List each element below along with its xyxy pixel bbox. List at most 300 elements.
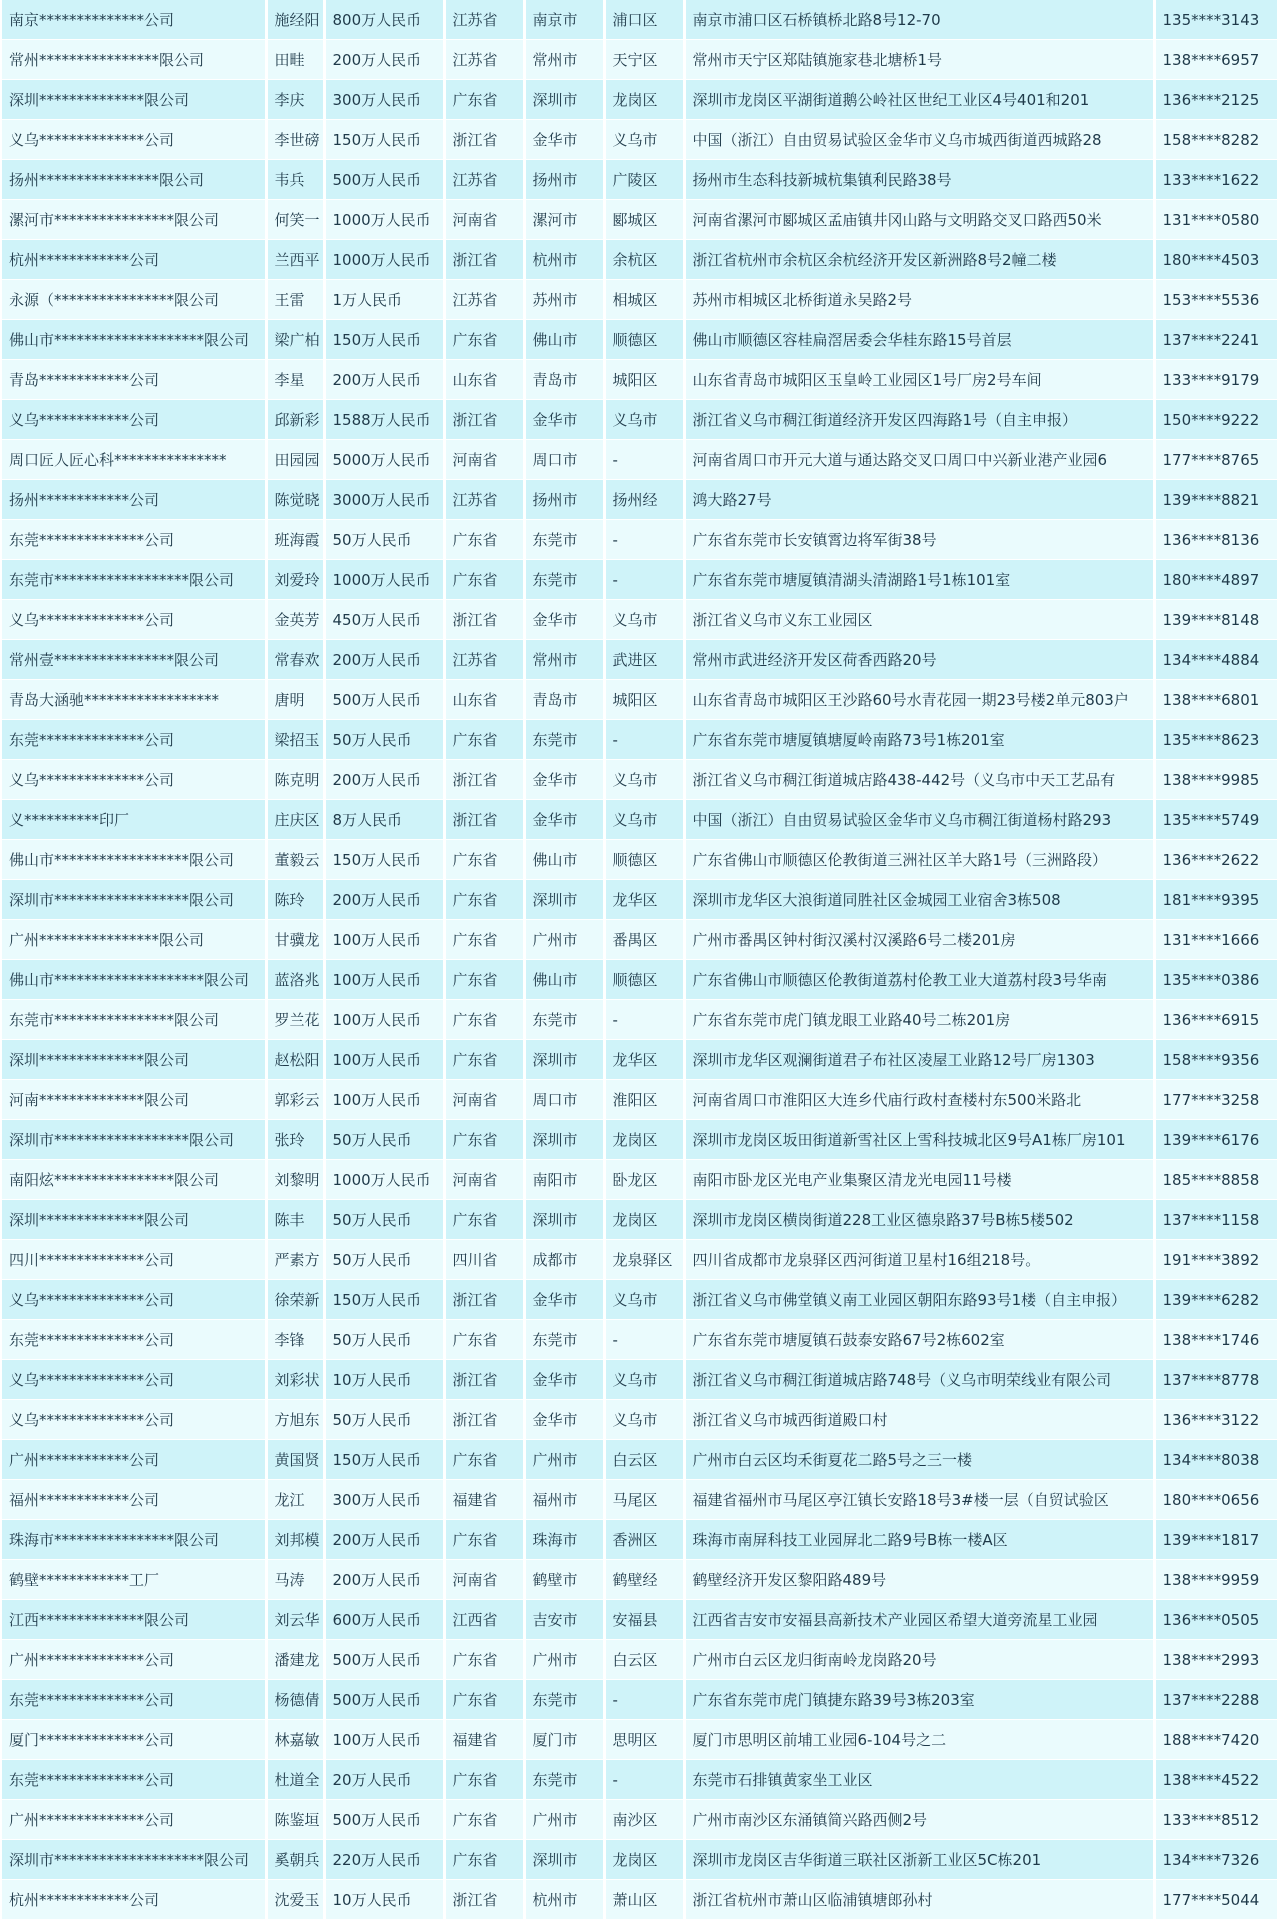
district-cell: 顺德区: [604, 960, 684, 1000]
company-name-cell: 杭州************公司: [2, 240, 266, 280]
province-cell: 广东省: [444, 1440, 524, 1480]
address-cell: 广东省东莞市塘厦镇清湖头清湖路1号1栋101室: [684, 560, 1154, 600]
table-row: [2, 1480, 1278, 1520]
district-cell: 相城区: [604, 280, 684, 320]
legal-person-cell: 刘彩状: [266, 1360, 324, 1400]
city-cell: 南阳市: [524, 1160, 604, 1200]
address-cell: 中国（浙江）自由贸易试验区金华市义乌市稠江街道杨村路293: [684, 800, 1154, 840]
registered-capital-cell: 150万人民币: [324, 120, 444, 160]
city-cell: 福州市: [524, 1480, 604, 1520]
address-cell: 深圳市龙岗区平湖街道鹅公岭社区世纪工业区4号401和201: [684, 80, 1154, 120]
company-name-cell: 佛山市******************限公司: [2, 840, 266, 880]
company-name-cell: 广州**************公司: [2, 1640, 266, 1680]
province-cell: 广东省: [444, 1320, 524, 1360]
district-cell: 鹤壁经: [604, 1560, 684, 1600]
province-cell: 河南省: [444, 200, 524, 240]
province-cell: 江苏省: [444, 160, 524, 200]
phone-cell: 185****8858: [1154, 1160, 1278, 1200]
address-cell: 深圳市龙岗区坂田街道新雪社区上雪科技城北区9号A1栋厂房101: [684, 1120, 1154, 1160]
table-body: [2, 0, 1278, 1920]
province-cell: 河南省: [444, 1560, 524, 1600]
registered-capital-cell: 200万人民币: [324, 360, 444, 400]
phone-cell: 133****9179: [1154, 360, 1278, 400]
phone-cell: 134****7326: [1154, 1840, 1278, 1880]
phone-cell: 136****2622: [1154, 840, 1278, 880]
province-cell: 江苏省: [444, 280, 524, 320]
registered-capital-cell: 500万人民币: [324, 1680, 444, 1720]
company-name-cell: 义乌**************公司: [2, 760, 266, 800]
table-row: [2, 1040, 1278, 1080]
legal-person-cell: 刘云华: [266, 1600, 324, 1640]
registered-capital-cell: 800万人民币: [324, 0, 444, 40]
company-name-cell: 深圳市******************限公司: [2, 880, 266, 920]
registered-capital-cell: 100万人民币: [324, 1040, 444, 1080]
company-name-cell: 东莞市****************限公司: [2, 1000, 266, 1040]
phone-cell: 138****2993: [1154, 1640, 1278, 1680]
legal-person-cell: 陈丰: [266, 1200, 324, 1240]
company-name-cell: 义乌**************公司: [2, 1360, 266, 1400]
district-cell: 马尾区: [604, 1480, 684, 1520]
address-cell: 广东省东莞市虎门镇捷东路39号3栋203室: [684, 1680, 1154, 1720]
legal-person-cell: 徐荣新: [266, 1280, 324, 1320]
address-cell: 广东省佛山市顺德区伦教街道荔村伦教工业大道荔村段3号华南: [684, 960, 1154, 1000]
legal-person-cell: 龙江: [266, 1480, 324, 1520]
legal-person-cell: 郭彩云: [266, 1080, 324, 1120]
company-name-cell: 深圳**************限公司: [2, 1200, 266, 1240]
address-cell: 浙江省义乌市佛堂镇义南工业园区朝阳东路93号1楼（自主申报）: [684, 1280, 1154, 1320]
legal-person-cell: 严素方: [266, 1240, 324, 1280]
registered-capital-cell: 500万人民币: [324, 680, 444, 720]
district-cell: 南沙区: [604, 1800, 684, 1840]
registered-capital-cell: 3000万人民币: [324, 480, 444, 520]
legal-person-cell: 田园园: [266, 440, 324, 480]
province-cell: 江苏省: [444, 40, 524, 80]
legal-person-cell: 张玲: [266, 1120, 324, 1160]
phone-cell: 139****6176: [1154, 1120, 1278, 1160]
city-cell: 吉安市: [524, 1600, 604, 1640]
phone-cell: 138****4522: [1154, 1760, 1278, 1800]
registered-capital-cell: 100万人民币: [324, 920, 444, 960]
legal-person-cell: 陈玲: [266, 880, 324, 920]
table-row: [2, 240, 1278, 280]
phone-cell: 131****0580: [1154, 200, 1278, 240]
province-cell: 广东省: [444, 1000, 524, 1040]
province-cell: 广东省: [444, 960, 524, 1000]
province-cell: 广东省: [444, 920, 524, 960]
phone-cell: 136****3122: [1154, 1400, 1278, 1440]
table-row: [2, 400, 1278, 440]
phone-cell: 137****2241: [1154, 320, 1278, 360]
address-cell: 常州市天宁区郑陆镇施家巷北塘桥1号: [684, 40, 1154, 80]
province-cell: 广东省: [444, 880, 524, 920]
phone-cell: 137****8778: [1154, 1360, 1278, 1400]
table-row: [2, 80, 1278, 120]
district-cell: 义乌市: [604, 400, 684, 440]
legal-person-cell: 邱新彩: [266, 400, 324, 440]
legal-person-cell: 陈克明: [266, 760, 324, 800]
table-row: [2, 960, 1278, 1000]
registered-capital-cell: 300万人民币: [324, 80, 444, 120]
district-cell: 龙华区: [604, 880, 684, 920]
city-cell: 深圳市: [524, 1040, 604, 1080]
registered-capital-cell: 1588万人民币: [324, 400, 444, 440]
address-cell: 山东省青岛市城阳区玉皇岭工业园区1号厂房2号车间: [684, 360, 1154, 400]
table-row: [2, 200, 1278, 240]
table-row: [2, 720, 1278, 760]
phone-cell: 180****0656: [1154, 1480, 1278, 1520]
company-name-cell: 常州壹****************限公司: [2, 640, 266, 680]
district-cell: 天宁区: [604, 40, 684, 80]
phone-cell: 153****5536: [1154, 280, 1278, 320]
table-row: [2, 120, 1278, 160]
district-cell: 淮阳区: [604, 1080, 684, 1120]
city-cell: 成都市: [524, 1240, 604, 1280]
table-row: [2, 1280, 1278, 1320]
address-cell: 浙江省义乌市稠江街道经济开发区四海路1号（自主申报）: [684, 400, 1154, 440]
registered-capital-cell: 50万人民币: [324, 720, 444, 760]
registered-capital-cell: 50万人民币: [324, 1400, 444, 1440]
registered-capital-cell: 500万人民币: [324, 1800, 444, 1840]
province-cell: 广东省: [444, 1760, 524, 1800]
address-cell: 浙江省义乌市稠江街道城店路748号（义乌市明荣线业有限公司: [684, 1360, 1154, 1400]
province-cell: 四川省: [444, 1240, 524, 1280]
city-cell: 漯河市: [524, 200, 604, 240]
table-row: [2, 680, 1278, 720]
city-cell: 佛山市: [524, 960, 604, 1000]
table-row: [2, 880, 1278, 920]
phone-cell: 158****8282: [1154, 120, 1278, 160]
table-row: [2, 1520, 1278, 1560]
table-row: [2, 440, 1278, 480]
phone-cell: 138****9985: [1154, 760, 1278, 800]
address-cell: 广州市白云区均禾街夏花二路5号之三一楼: [684, 1440, 1154, 1480]
city-cell: 佛山市: [524, 320, 604, 360]
phone-cell: 139****1817: [1154, 1520, 1278, 1560]
company-name-cell: 常州****************限公司: [2, 40, 266, 80]
phone-cell: 139****6282: [1154, 1280, 1278, 1320]
province-cell: 浙江省: [444, 400, 524, 440]
address-cell: 深圳市龙华区观澜街道君子布社区凌屋工业路12号厂房1303: [684, 1040, 1154, 1080]
company-name-cell: 深圳市******************限公司: [2, 1120, 266, 1160]
address-cell: 山东省青岛市城阳区王沙路60号水青花园一期23号楼2单元803户: [684, 680, 1154, 720]
province-cell: 江苏省: [444, 480, 524, 520]
company-name-cell: 义乌**************公司: [2, 600, 266, 640]
table-row: [2, 1600, 1278, 1640]
district-cell: 义乌市: [604, 1280, 684, 1320]
city-cell: 金华市: [524, 120, 604, 160]
phone-cell: 135****5749: [1154, 800, 1278, 840]
legal-person-cell: 马涛: [266, 1560, 324, 1600]
address-cell: 广州市番禺区钟村街汉溪村汉溪路6号二楼201房: [684, 920, 1154, 960]
district-cell: 余杭区: [604, 240, 684, 280]
company-name-cell: 东莞**************公司: [2, 520, 266, 560]
phone-cell: 133****8512: [1154, 1800, 1278, 1840]
legal-person-cell: 常春欢: [266, 640, 324, 680]
company-name-cell: 南阳炫****************限公司: [2, 1160, 266, 1200]
province-cell: 浙江省: [444, 1400, 524, 1440]
province-cell: 河南省: [444, 440, 524, 480]
company-name-cell: 江西**************限公司: [2, 1600, 266, 1640]
registered-capital-cell: 10万人民币: [324, 1360, 444, 1400]
province-cell: 广东省: [444, 1800, 524, 1840]
table-row: [2, 800, 1278, 840]
address-cell: 浙江省杭州市萧山区临浦镇塘郎孙村: [684, 1880, 1154, 1920]
address-cell: 广东省东莞市塘厦镇石鼓泰安路67号2栋602室: [684, 1320, 1154, 1360]
phone-cell: 139****8821: [1154, 480, 1278, 520]
registered-capital-cell: 200万人民币: [324, 640, 444, 680]
district-cell: -: [604, 520, 684, 560]
phone-cell: 131****1666: [1154, 920, 1278, 960]
registered-capital-cell: 220万人民币: [324, 1840, 444, 1880]
phone-cell: 134****8038: [1154, 1440, 1278, 1480]
company-name-cell: 河南**************限公司: [2, 1080, 266, 1120]
phone-cell: 138****6801: [1154, 680, 1278, 720]
registered-capital-cell: 10万人民币: [324, 1880, 444, 1920]
registered-capital-cell: 450万人民币: [324, 600, 444, 640]
address-cell: 常州市武进经济开发区荷香西路20号: [684, 640, 1154, 680]
table-row: [2, 1840, 1278, 1880]
province-cell: 广东省: [444, 1120, 524, 1160]
table-row: [2, 1160, 1278, 1200]
company-name-cell: 青岛************公司: [2, 360, 266, 400]
address-cell: 广州市南沙区东涌镇简兴路西侧2号: [684, 1800, 1154, 1840]
province-cell: 广东省: [444, 1520, 524, 1560]
district-cell: 卧龙区: [604, 1160, 684, 1200]
company-name-cell: 深圳**************限公司: [2, 80, 266, 120]
province-cell: 浙江省: [444, 120, 524, 160]
city-cell: 金华市: [524, 800, 604, 840]
city-cell: 扬州市: [524, 480, 604, 520]
district-cell: 城阳区: [604, 360, 684, 400]
table-row: [2, 1640, 1278, 1680]
district-cell: 义乌市: [604, 760, 684, 800]
district-cell: 龙岗区: [604, 1200, 684, 1240]
address-cell: 浙江省杭州市余杭区余杭经济开发区新洲路8号2幢二楼: [684, 240, 1154, 280]
city-cell: 南京市: [524, 0, 604, 40]
company-name-cell: 广州****************限公司: [2, 920, 266, 960]
table-row: [2, 840, 1278, 880]
registered-capital-cell: 1000万人民币: [324, 200, 444, 240]
company-name-cell: 义乌************公司: [2, 400, 266, 440]
legal-person-cell: 庄庆区: [266, 800, 324, 840]
registered-capital-cell: 1000万人民币: [324, 1160, 444, 1200]
district-cell: -: [604, 440, 684, 480]
registered-capital-cell: 200万人民币: [324, 760, 444, 800]
legal-person-cell: 梁广柏: [266, 320, 324, 360]
company-name-cell: 青岛大涵驰******************: [2, 680, 266, 720]
city-cell: 东莞市: [524, 1320, 604, 1360]
legal-person-cell: 蓝洛兆: [266, 960, 324, 1000]
company-name-cell: 东莞市******************限公司: [2, 560, 266, 600]
district-cell: -: [604, 1000, 684, 1040]
legal-person-cell: 李庆: [266, 80, 324, 120]
registered-capital-cell: 200万人民币: [324, 40, 444, 80]
address-cell: 广东省东莞市塘厦镇塘厦岭南路73号1栋201室: [684, 720, 1154, 760]
table-row: [2, 1800, 1278, 1840]
city-cell: 深圳市: [524, 1120, 604, 1160]
province-cell: 浙江省: [444, 1280, 524, 1320]
legal-person-cell: 沈爱玉: [266, 1880, 324, 1920]
registered-capital-cell: 50万人民币: [324, 1240, 444, 1280]
province-cell: 河南省: [444, 1160, 524, 1200]
province-cell: 浙江省: [444, 800, 524, 840]
province-cell: 广东省: [444, 720, 524, 760]
company-name-cell: 永源（****************限公司: [2, 280, 266, 320]
table-row: [2, 1200, 1278, 1240]
legal-person-cell: 王雷: [266, 280, 324, 320]
registered-capital-cell: 1万人民币: [324, 280, 444, 320]
legal-person-cell: 杜道全: [266, 1760, 324, 1800]
province-cell: 广东省: [444, 1680, 524, 1720]
phone-cell: 135****8623: [1154, 720, 1278, 760]
company-name-cell: 珠海市****************限公司: [2, 1520, 266, 1560]
phone-cell: 188****7420: [1154, 1720, 1278, 1760]
district-cell: 武进区: [604, 640, 684, 680]
registered-capital-cell: 5000万人民币: [324, 440, 444, 480]
province-cell: 山东省: [444, 680, 524, 720]
company-name-cell: 四川**************公司: [2, 1240, 266, 1280]
legal-person-cell: 刘爱玲: [266, 560, 324, 600]
company-name-cell: 漯河市****************限公司: [2, 200, 266, 240]
district-cell: 浦口区: [604, 0, 684, 40]
registered-capital-cell: 150万人民币: [324, 1440, 444, 1480]
company-name-cell: 东莞**************公司: [2, 720, 266, 760]
province-cell: 河南省: [444, 1080, 524, 1120]
province-cell: 广东省: [444, 560, 524, 600]
company-name-cell: 鹤壁************工厂: [2, 1560, 266, 1600]
legal-person-cell: 罗兰花: [266, 1000, 324, 1040]
registered-capital-cell: 150万人民币: [324, 1280, 444, 1320]
legal-person-cell: 李世磅: [266, 120, 324, 160]
district-cell: 顺德区: [604, 320, 684, 360]
phone-cell: 137****1158: [1154, 1200, 1278, 1240]
company-name-cell: 广州**************公司: [2, 1800, 266, 1840]
district-cell: 顺德区: [604, 840, 684, 880]
address-cell: 广东省东莞市虎门镇龙眼工业路40号二栋201房: [684, 1000, 1154, 1040]
company-name-cell: 福州************公司: [2, 1480, 266, 1520]
table-row: [2, 1240, 1278, 1280]
phone-cell: 158****9356: [1154, 1040, 1278, 1080]
province-cell: 浙江省: [444, 240, 524, 280]
address-cell: 广东省佛山市顺德区伦教街道三洲社区羊大路1号（三洲路段）: [684, 840, 1154, 880]
address-cell: 南阳市卧龙区光电产业集聚区清龙光电园11号楼: [684, 1160, 1154, 1200]
district-cell: 龙岗区: [604, 80, 684, 120]
district-cell: 义乌市: [604, 120, 684, 160]
phone-cell: 138****9959: [1154, 1560, 1278, 1600]
legal-person-cell: 金英芳: [266, 600, 324, 640]
province-cell: 广东省: [444, 1040, 524, 1080]
phone-cell: 133****1622: [1154, 160, 1278, 200]
table-row: [2, 1560, 1278, 1600]
table-row: [2, 160, 1278, 200]
legal-person-cell: 唐明: [266, 680, 324, 720]
phone-cell: 136****2125: [1154, 80, 1278, 120]
province-cell: 广东省: [444, 320, 524, 360]
city-cell: 金华市: [524, 1280, 604, 1320]
address-cell: 深圳市龙华区大浪街道同胜社区金城园工业宿舍3栋508: [684, 880, 1154, 920]
legal-person-cell: 何笑一: [266, 200, 324, 240]
city-cell: 佛山市: [524, 840, 604, 880]
city-cell: 东莞市: [524, 720, 604, 760]
city-cell: 青岛市: [524, 360, 604, 400]
address-cell: 广州市白云区龙归街南岭龙岗路20号: [684, 1640, 1154, 1680]
phone-cell: 138****1746: [1154, 1320, 1278, 1360]
legal-person-cell: 李星: [266, 360, 324, 400]
phone-cell: 177****3258: [1154, 1080, 1278, 1120]
registered-capital-cell: 1000万人民币: [324, 240, 444, 280]
registered-capital-cell: 200万人民币: [324, 880, 444, 920]
address-cell: 河南省漯河市郾城区孟庙镇井冈山路与文明路交叉口路西50米: [684, 200, 1154, 240]
city-cell: 周口市: [524, 440, 604, 480]
table-row: [2, 480, 1278, 520]
province-cell: 福建省: [444, 1720, 524, 1760]
table-row: [2, 640, 1278, 680]
company-name-cell: 扬州****************限公司: [2, 160, 266, 200]
registered-capital-cell: 150万人民币: [324, 840, 444, 880]
phone-cell: 136****6915: [1154, 1000, 1278, 1040]
address-cell: 厦门市思明区前埔工业园6-104号之二: [684, 1720, 1154, 1760]
city-cell: 金华市: [524, 760, 604, 800]
company-name-cell: 佛山市********************限公司: [2, 320, 266, 360]
province-cell: 福建省: [444, 1480, 524, 1520]
province-cell: 广东省: [444, 80, 524, 120]
city-cell: 苏州市: [524, 280, 604, 320]
district-cell: 萧山区: [604, 1880, 684, 1920]
address-cell: 苏州市相城区北桥街道永吴路2号: [684, 280, 1154, 320]
district-cell: 安福县: [604, 1600, 684, 1640]
city-cell: 深圳市: [524, 1840, 604, 1880]
company-name-cell: 深圳市********************限公司: [2, 1840, 266, 1880]
table-row: [2, 280, 1278, 320]
phone-cell: 136****0505: [1154, 1600, 1278, 1640]
city-cell: 金华市: [524, 400, 604, 440]
legal-person-cell: 兰西平: [266, 240, 324, 280]
city-cell: 东莞市: [524, 1000, 604, 1040]
legal-person-cell: 赵松阳: [266, 1040, 324, 1080]
city-cell: 扬州市: [524, 160, 604, 200]
legal-person-cell: 杨德倩: [266, 1680, 324, 1720]
district-cell: 义乌市: [604, 800, 684, 840]
table-row: [2, 1360, 1278, 1400]
address-cell: 深圳市龙岗区横岗街道228工业区德泉路37号B栋5楼502: [684, 1200, 1154, 1240]
province-cell: 广东省: [444, 520, 524, 560]
table-row: [2, 760, 1278, 800]
legal-person-cell: 李锋: [266, 1320, 324, 1360]
table-row: [2, 1680, 1278, 1720]
company-name-cell: 深圳**************限公司: [2, 1040, 266, 1080]
address-cell: 佛山市顺德区容桂扁滘居委会华桂东路15号首层: [684, 320, 1154, 360]
district-cell: 扬州经: [604, 480, 684, 520]
phone-cell: 136****8136: [1154, 520, 1278, 560]
city-cell: 珠海市: [524, 1520, 604, 1560]
phone-cell: 180****4897: [1154, 560, 1278, 600]
province-cell: 江西省: [444, 1600, 524, 1640]
province-cell: 浙江省: [444, 600, 524, 640]
registered-capital-cell: 50万人民币: [324, 1320, 444, 1360]
phone-cell: 181****9395: [1154, 880, 1278, 920]
city-cell: 常州市: [524, 40, 604, 80]
legal-person-cell: 陈鉴垣: [266, 1800, 324, 1840]
province-cell: 江苏省: [444, 0, 524, 40]
phone-cell: 138****6957: [1154, 40, 1278, 80]
address-cell: 鹤壁经济开发区黎阳路489号: [684, 1560, 1154, 1600]
legal-person-cell: 甘骥龙: [266, 920, 324, 960]
district-cell: 白云区: [604, 1440, 684, 1480]
company-name-cell: 义**********印厂: [2, 800, 266, 840]
registered-capital-cell: 100万人民币: [324, 960, 444, 1000]
table-row: [2, 1320, 1278, 1360]
registered-capital-cell: 300万人民币: [324, 1480, 444, 1520]
